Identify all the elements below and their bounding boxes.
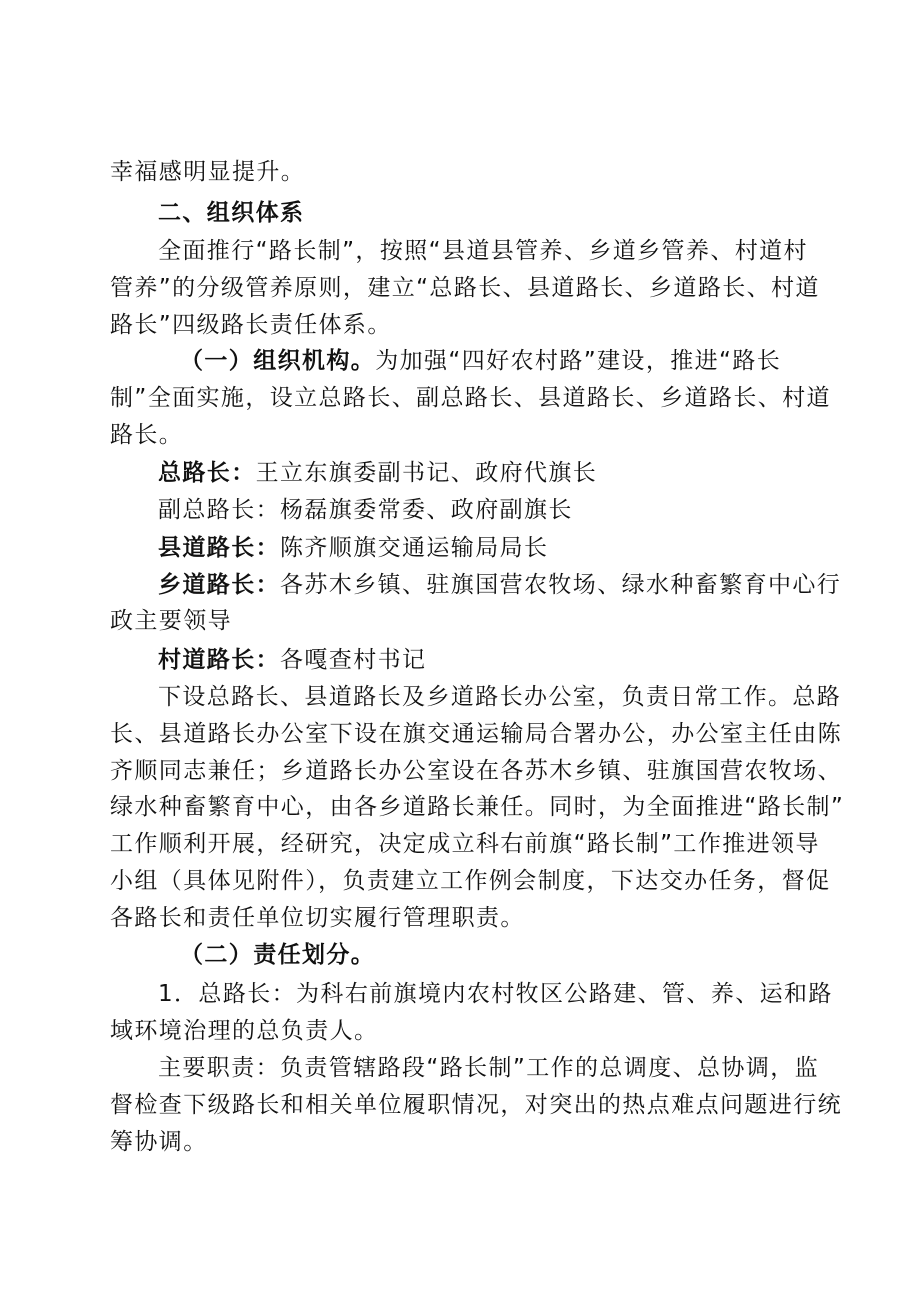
paragraph-line: 制”全面实施，设立总路长、副总路长、县道路长、乡道路长、村道 (110, 385, 831, 411)
paragraph-line: 长、县道路长办公室下设在旗交通运输局合署办公，办公室主任由陈 (110, 721, 842, 747)
paragraph-line: 幸福感明显提升。 (110, 159, 306, 185)
deputy-road-leader: 副总路长：杨磊旗委常委、政府副旗长 (158, 497, 573, 523)
paragraph-line: 齐顺同志兼任；乡道路长办公室设在各苏木乡镇、驻旗国营农牧场、 (110, 758, 842, 784)
subsection-heading: （一）组织机构。 (180, 348, 376, 374)
county-road-leader (158, 533, 548, 563)
section-heading: 二、组织体系 (158, 200, 305, 226)
role-value: 各苏木乡镇、驻旗国营农牧场、绿水种畜繁育中心行 (280, 572, 842, 598)
paragraph-line: 各路长和责任单位切实履行管理职责。 (110, 905, 525, 931)
subsection-line (180, 346, 781, 376)
paragraph-line: 全面推行“路长制”，按照“县道县管养、乡道乡管养、村道村 (158, 238, 808, 264)
role-value: 陈齐顺旗交通运输局局长 (280, 535, 549, 561)
paragraph-line: 筹协调。 (110, 1129, 208, 1155)
paragraph-line: 域环境治理的总负责人。 (110, 1018, 379, 1044)
paragraph-line: 1．总路长：为科右前旗境内农村牧区公路建、管、养、运和路 (158, 981, 833, 1007)
paragraph-line: 小组（具体见附件），负责建立工作例会制度，下达交办任务，督促 (110, 868, 831, 894)
village-road-leader (158, 645, 426, 675)
subsection-heading: （二）责任划分。 (180, 942, 376, 968)
township-road-leader (158, 570, 841, 600)
chief-road-leader (158, 458, 597, 488)
paragraph-line: 工作顺利开展，经研究，决定成立科右前旗“路长制”工作推进领导 (110, 831, 820, 857)
paragraph-line: 督检查下级路长和相关单位履职情况，对突出的热点难点问题进行统 (110, 1092, 842, 1118)
paragraph-line: 路长。 (110, 422, 184, 448)
paragraph-line: 路长”四级路长责任体系。 (110, 312, 392, 338)
subsection-text: 为加强“四好农村路”建设，推进“路长 (375, 348, 782, 374)
paragraph-line: 主要职责：负责管辖路段“路长制”工作的总调度、总协调，监 (158, 1055, 820, 1081)
paragraph-line: 管养”的分级管养原则，建立“总路长、县道路长、乡道路长、村道 (110, 275, 820, 301)
role-label: 乡道路长： (158, 572, 280, 598)
role-value: 各嘎查村书记 (280, 647, 427, 673)
paragraph-line: 绿水种畜繁育中心，由各乡道路长兼任。同时，为全面推进“路长制” (110, 794, 845, 820)
role-label: 县道路长： (158, 535, 280, 561)
role-label: 村道路长： (158, 647, 280, 673)
role-value: 王立东旗委副书记、政府代旗长 (255, 460, 598, 486)
role-label: 总路长： (158, 460, 256, 486)
paragraph-line: 下设总路长、县道路长及乡道路长办公室，负责日常工作。总路 (158, 684, 842, 710)
paragraph-line: 政主要领导 (110, 608, 232, 634)
